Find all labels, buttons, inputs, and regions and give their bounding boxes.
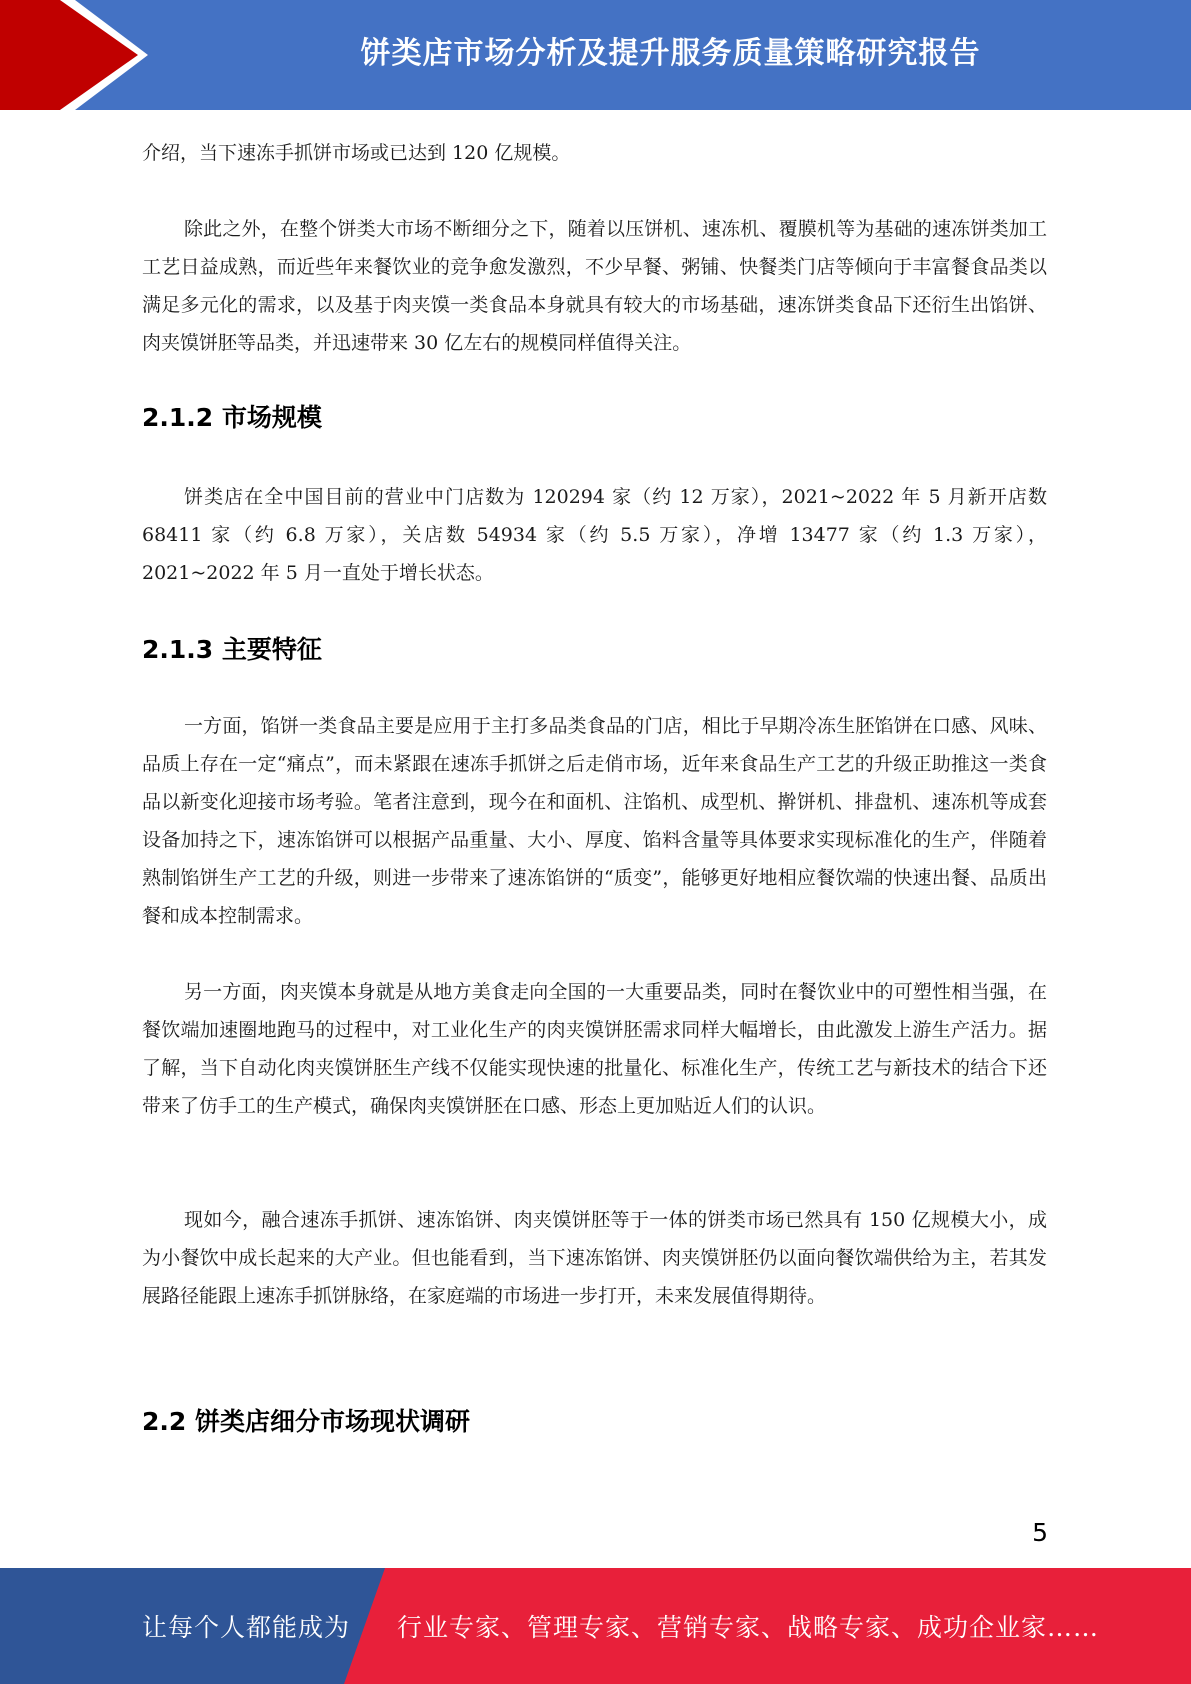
paragraph-market-outlook: 现如今，融合速冻手抓饼、速冻馅饼、肉夹馍饼胚等于一体的饼类市场已然具有 150 亿规模大小，成为小餐饮中成长起来的大产业。但也能看到，当下速冻馅饼、肉夹馍饼胚仍以面向餐饮端供给为主，若其发展路径能跟上速冻手抓饼脉络，在家庭端的市场进一步打开，未来发展值得期待。	[142, 1209, 1047, 1307]
section-heading-segment-survey: 2.2 饼类店细分市场现状调研	[142, 1407, 470, 1436]
section-heading-main-features: 2.1.3 主要特征	[142, 635, 322, 664]
paragraph-intro-continuation: 介绍，当下速冻手抓饼市场或已达到 120 亿规模。	[142, 142, 571, 164]
report-title: 饼类店市场分析及提升服务质量策略研究报告	[360, 36, 981, 71]
section-heading-market-size: 2.1.2 市场规模	[142, 403, 322, 432]
footer-slogan-left: 让每个人都能成为	[142, 1613, 351, 1642]
red-chevron-icon	[0, 0, 160, 110]
paragraph-market-size: 饼类店在全中国目前的营业中门店数为 120294 家（约 12 万家），2021~2022 年 5 月新开店数 68411 家（约 6.8 万家），关店数 54934 家（约 5.5 万家），净增 13477 家（约 1.3 万家），2021~2022 年 5 月一直处于增长状态。	[142, 486, 1047, 584]
paragraph-roujiamo: 另一方面，肉夹馍本身就是从地方美食走向全国的一大重要品类，同时在餐饮业中的可塑性相当强，在餐饮端加速圈地跑马的过程中，对工业化生产的肉夹馍饼胚需求同样大幅增长，由此激发上游生产活力。据了解，当下自动化肉夹馍饼胚生产线不仅能实现快速的批量化、标准化生产，传统工艺与新技术的结合下还带来了仿手工的生产模式，确保肉夹馍饼胚在口感、形态上更加贴近人们的认识。	[142, 981, 1047, 1117]
footer-banner	[0, 1568, 1191, 1684]
report-header	[0, 0, 1191, 110]
page-number: 5	[1032, 1518, 1048, 1547]
footer-slogan-right: 行业专家、管理专家、营销专家、战略专家、成功企业家……	[397, 1613, 1100, 1642]
paragraph-frozen-categories: 除此之外，在整个饼类大市场不断细分之下，随着以压饼机、速冻机、覆膜机等为基础的速冻饼类加工工艺日益成熟，而近些年来餐饮业的竞争愈发激烈，不少早餐、粥铺、快餐类门店等倾向于丰富餐食品类以满足多元化的需求，以及基于肉夹馍一类食品本身就具有较大的市场基础，速冻饼类食品下还衍生出馅饼、肉夹馍饼胚等品类，并迅速带来 30 亿左右的规模同样值得关注。	[142, 218, 1047, 354]
paragraph-stuffed-pancake: 一方面，馅饼一类食品主要是应用于主打多品类食品的门店，相比于早期冷冻生胚馅饼在口感、风味、品质上存在一定“痛点”，而未紧跟在速冻手抓饼之后走俏市场，近年来食品生产工艺的升级正助推这一类食品以新变化迎接市场考验。笔者注意到，现今在和面机、注馅机、成型机、擀饼机、排盘机、速冻机等成套设备加持之下，速冻馅饼可以根据产品重量、大小、厚度、馅料含量等具体要求实现标准化的生产，伴随着熟制馅饼生产工艺的升级，则进一步带来了速冻馅饼的“质变”，能够更好地相应餐饮端的快速出餐、品质出餐和成本控制需求。	[142, 715, 1047, 927]
